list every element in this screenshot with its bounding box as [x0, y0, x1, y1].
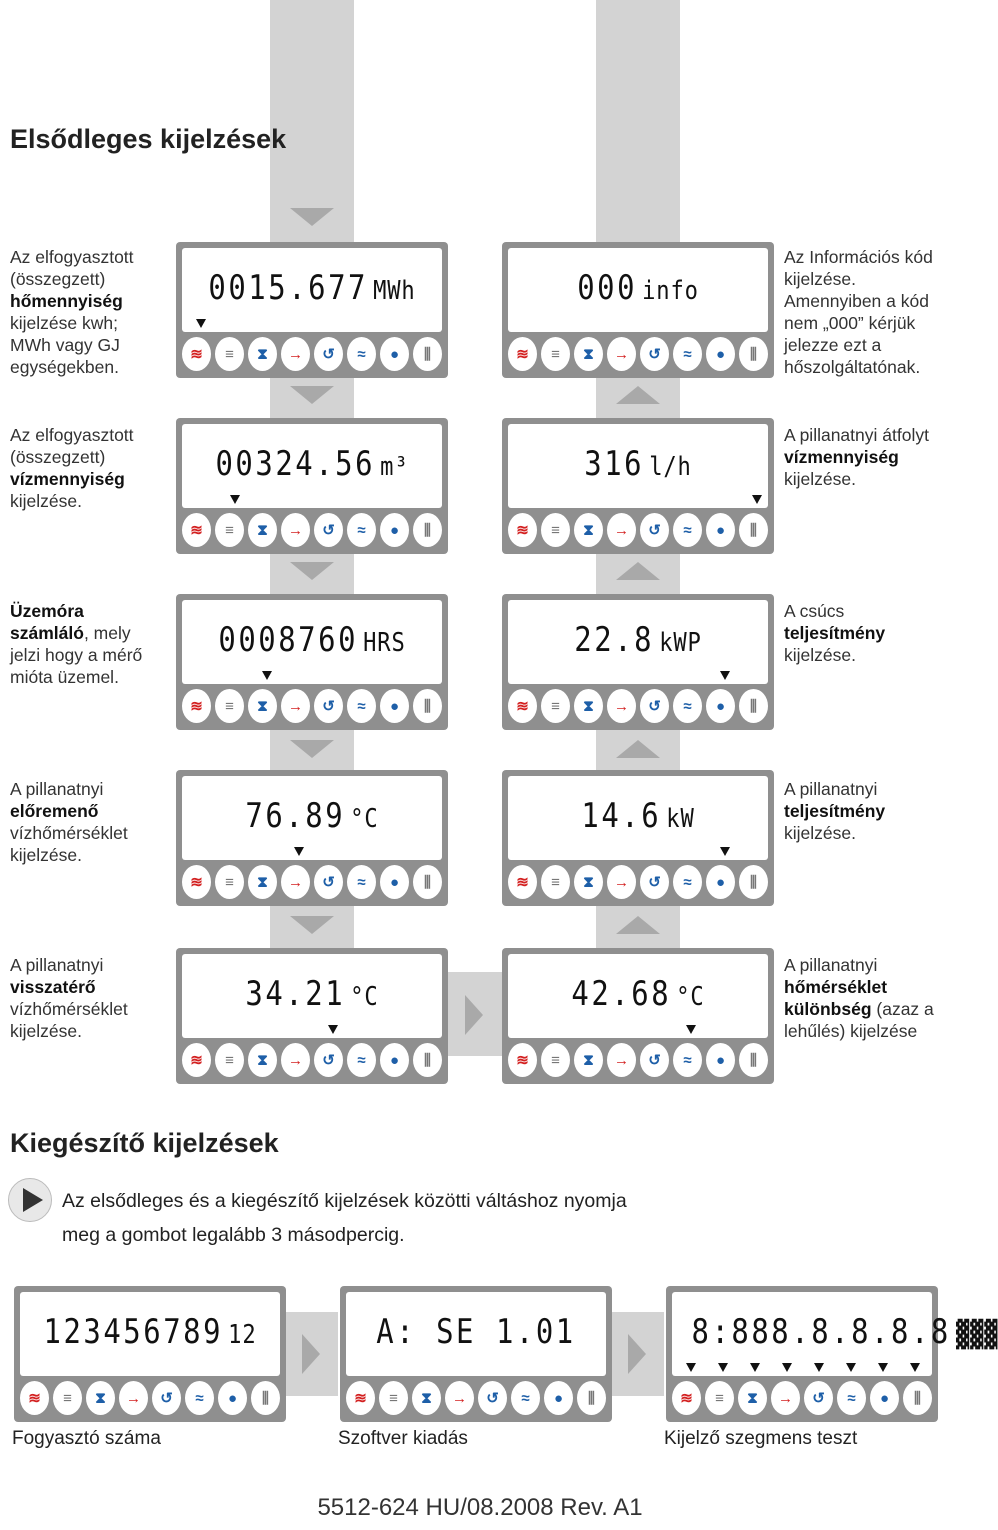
- right-description-5: A pillanatnyi hőmérséklet különbség (azaz a lehűlés) kijelzése: [784, 955, 934, 1041]
- indicator-marker-icon: [720, 847, 730, 856]
- right-description-1: Az Információs kód kijelzése. Amennyiben a kód nem „000” kérjük jelezze ezt a hőszolgáltatónak.: [784, 247, 933, 377]
- radiator-icon: ⫼: [577, 1381, 606, 1415]
- indicator-marker-icon: [294, 847, 304, 856]
- lcd-display: [182, 424, 442, 508]
- function-icon-row: [508, 865, 768, 899]
- indicator-marker-icon: [686, 1025, 696, 1034]
- flow-wave-icon: ≈: [347, 513, 376, 547]
- meter-secondary-3: [666, 1286, 998, 1422]
- hourglass-icon: ⧗: [248, 1043, 277, 1077]
- indicator-marker-icon: [686, 1363, 696, 1372]
- lcd-display: [508, 776, 768, 860]
- up-arrow-icon: [616, 386, 660, 404]
- down-arrow-icon: [290, 208, 334, 226]
- indicator-marker-icon: [750, 1363, 760, 1372]
- heat-flame-icon: ≋: [182, 865, 211, 899]
- heat-exchanger-icon: ≡: [215, 689, 244, 723]
- lcd-digits: [202, 268, 423, 308]
- heat-exchanger-icon: ≡: [215, 865, 244, 899]
- right-arrow-icon: [628, 1334, 646, 1374]
- left-description-1: Az elfogyasztott (összegzett) hőmennyiség kijelzése kwh; MWh vagy GJ egységekben.: [10, 247, 134, 377]
- lcd-digits: [528, 620, 749, 660]
- function-icon-row: [182, 689, 442, 723]
- radiator-icon: ⫼: [739, 513, 768, 547]
- lcd-digits: [528, 974, 749, 1014]
- meter-primary-right-1: [502, 242, 774, 378]
- meter-primary-right-3: [502, 594, 774, 730]
- lcd-digits: [202, 796, 423, 836]
- radiator-icon: ⫼: [739, 1043, 768, 1077]
- arrow-right-icon: →: [607, 513, 636, 547]
- hourglass-icon: ⧗: [574, 689, 603, 723]
- water-drop-icon: ●: [706, 513, 735, 547]
- lcd-value: 316: [584, 444, 645, 484]
- right-description-3: A csúcs teljesítmény kijelzése.: [784, 601, 886, 665]
- water-drop-icon: ●: [706, 337, 735, 371]
- heat-flame-icon: ≋: [672, 1381, 701, 1415]
- heat-exchanger-icon: ≡: [541, 513, 570, 547]
- caption-segment-test: Kijelző szegmens teszt: [664, 1428, 858, 1449]
- indicator-marker-icon: [718, 1363, 728, 1372]
- arrow-right-icon: →: [281, 1043, 310, 1077]
- arrow-right-icon: →: [445, 1381, 474, 1415]
- lcd-digits: [528, 268, 749, 308]
- lcd-unit: °C: [676, 982, 705, 1012]
- hourglass-icon: ⧗: [248, 689, 277, 723]
- indicator-marker-icon: [328, 1025, 338, 1034]
- radiator-icon: ⫼: [251, 1381, 280, 1415]
- lcd-value: 0008760: [218, 620, 359, 660]
- left-description-2: Az elfogyasztott (összegzett) vízmennyiség kijelzése.: [10, 425, 134, 511]
- flow-wave-icon: ≈: [673, 689, 702, 723]
- flow-wave-icon: ≈: [673, 865, 702, 899]
- hourglass-icon: ⧗: [86, 1381, 115, 1415]
- water-drop-icon: ●: [380, 865, 409, 899]
- caption-customer-number: Fogyasztó száma: [12, 1428, 161, 1449]
- hourglass-icon: ⧗: [738, 1381, 767, 1415]
- heat-flame-icon: ≋: [182, 337, 211, 371]
- water-drop-icon: ●: [380, 689, 409, 723]
- function-icon-row: [508, 337, 768, 371]
- up-arrow-icon: [616, 562, 660, 580]
- lcd-digits: [202, 444, 423, 484]
- left-description-3: Üzemóra számláló, mely jelzi hogy a mérő mióta üzemel.: [10, 601, 143, 687]
- up-arrow-icon: [616, 740, 660, 758]
- lcd-value: 22.8: [574, 620, 655, 660]
- water-drop-icon: ●: [706, 865, 735, 899]
- lcd-digits: [528, 444, 749, 484]
- arrow-right-icon: →: [771, 1381, 800, 1415]
- heat-exchanger-icon: ≡: [215, 337, 244, 371]
- meter-primary-right-5: [502, 948, 774, 1084]
- heat-exchanger-icon: ≡: [379, 1381, 408, 1415]
- lcd-unit: kWP: [659, 628, 702, 658]
- water-drop-icon: ●: [380, 1043, 409, 1077]
- water-drop-icon: ●: [380, 337, 409, 371]
- heat-exchanger-icon: ≡: [541, 1043, 570, 1077]
- function-icon-row: [508, 689, 768, 723]
- lcd-display: [508, 424, 768, 508]
- heat-exchanger-icon: ≡: [541, 337, 570, 371]
- indicator-marker-icon: [814, 1363, 824, 1372]
- indicator-marker-icon: [752, 495, 762, 504]
- lcd-value: 000: [577, 268, 638, 308]
- return-flow-icon: ↺: [314, 865, 343, 899]
- hourglass-icon: ⧗: [574, 865, 603, 899]
- arrow-right-icon: →: [119, 1381, 148, 1415]
- lcd-display: [20, 1292, 280, 1376]
- lcd-unit: MWh: [373, 276, 416, 306]
- lcd-digits: [202, 620, 423, 660]
- heat-flame-icon: ≋: [508, 1043, 537, 1077]
- flow-wave-icon: ≈: [673, 1043, 702, 1077]
- lcd-value: 8:888.8.8.8.8: [691, 1312, 951, 1352]
- lcd-unit: m³: [380, 452, 409, 482]
- indicator-marker-icon: [910, 1363, 920, 1372]
- heat-flame-icon: ≋: [20, 1381, 49, 1415]
- flow-wave-icon: ≈: [673, 337, 702, 371]
- meter-primary-left-5: [176, 948, 448, 1084]
- heat-exchanger-icon: ≡: [215, 513, 244, 547]
- flow-wave-icon: ≈: [837, 1381, 866, 1415]
- meter-primary-right-4: [502, 770, 774, 906]
- lcd-unit: kW: [666, 804, 695, 834]
- indicator-marker-icon: [230, 495, 240, 504]
- lcd-digits: [528, 796, 749, 836]
- meter-primary-left-2: [176, 418, 448, 554]
- down-arrow-icon: [290, 386, 334, 404]
- water-drop-icon: ●: [706, 689, 735, 723]
- right-description-4: A pillanatnyi teljesítmény kijelzése.: [784, 779, 886, 843]
- lcd-digits: [40, 1312, 261, 1352]
- function-icon-row: [182, 337, 442, 371]
- heat-flame-icon: ≋: [346, 1381, 375, 1415]
- function-icon-row: [672, 1381, 932, 1415]
- function-icon-row: [182, 865, 442, 899]
- meter-primary-left-1: [176, 242, 448, 378]
- lcd-value: A: SE 1.01: [376, 1312, 576, 1352]
- lcd-unit: info: [642, 276, 699, 306]
- heat-exchanger-icon: ≡: [541, 689, 570, 723]
- arrow-right-icon: →: [607, 1043, 636, 1077]
- flow-wave-icon: ≈: [347, 689, 376, 723]
- radiator-icon: ⫼: [739, 337, 768, 371]
- hourglass-icon: ⧗: [574, 337, 603, 371]
- return-flow-icon: ↺: [804, 1381, 833, 1415]
- return-flow-icon: ↺: [314, 1043, 343, 1077]
- indicator-marker-icon: [782, 1363, 792, 1372]
- radiator-icon: ⫼: [413, 513, 442, 547]
- lcd-display: [508, 954, 768, 1038]
- indicator-marker-icon: [196, 319, 206, 328]
- flow-wave-icon: ≈: [511, 1381, 540, 1415]
- heat-flame-icon: ≋: [508, 513, 537, 547]
- down-arrow-icon: [290, 562, 334, 580]
- arrow-right-icon: →: [281, 337, 310, 371]
- left-description-4: A pillanatnyi előremenő vízhőmérséklet kijelzése.: [10, 779, 128, 865]
- meter-primary-left-3: [176, 594, 448, 730]
- left-description-5: A pillanatnyi visszatérő vízhőmérséklet kijelzése.: [10, 955, 128, 1041]
- meter-secondary-2: [340, 1286, 612, 1422]
- heat-exchanger-icon: ≡: [705, 1381, 734, 1415]
- lcd-display: [182, 954, 442, 1038]
- lcd-display: [182, 776, 442, 860]
- lcd-display: [508, 600, 768, 684]
- heat-flame-icon: ≋: [508, 337, 537, 371]
- return-flow-icon: ↺: [640, 865, 669, 899]
- water-drop-icon: ●: [706, 1043, 735, 1077]
- heat-exchanger-icon: ≡: [215, 1043, 244, 1077]
- hourglass-icon: ⧗: [248, 337, 277, 371]
- lcd-digits: [366, 1312, 587, 1352]
- function-icon-row: [20, 1381, 280, 1415]
- return-flow-icon: ↺: [314, 513, 343, 547]
- lcd-value: 00324.56: [215, 444, 376, 484]
- right-arrow-icon: [465, 995, 483, 1035]
- return-flow-icon: ↺: [640, 337, 669, 371]
- flow-wave-icon: ≈: [347, 1043, 376, 1077]
- function-icon-row: [182, 1043, 442, 1077]
- lcd-digits: [691, 1312, 998, 1352]
- lcd-value: 0015.677: [208, 268, 369, 308]
- flow-wave-icon: ≈: [347, 337, 376, 371]
- lcd-unit: °C: [350, 982, 379, 1012]
- return-flow-icon: ↺: [478, 1381, 507, 1415]
- secondary-section-title: Kiegészítő kijelzések: [10, 1128, 279, 1158]
- return-flow-icon: ↺: [640, 1043, 669, 1077]
- flow-wave-icon: ≈: [185, 1381, 214, 1415]
- meter-primary-left-4: [176, 770, 448, 906]
- lcd-unit: HRS: [363, 628, 406, 658]
- document-footer: 5512-624 HU/08.2008 Rev. A1: [317, 1494, 643, 1521]
- lcd-value: 34.21: [245, 974, 346, 1014]
- indicator-marker-icon: [262, 671, 272, 680]
- flow-wave-icon: ≈: [673, 513, 702, 547]
- return-flow-icon: ↺: [640, 689, 669, 723]
- heat-flame-icon: ≋: [182, 513, 211, 547]
- arrow-right-icon: →: [607, 865, 636, 899]
- instruction-text: Az elsődleges és a kiegészítő kijelzések közötti váltáshoz nyomja meg a gombot legalább 3 másodpercig.: [62, 1190, 627, 1246]
- water-drop-icon: ●: [218, 1381, 247, 1415]
- primary-section-title: Elsődleges kijelzések: [10, 124, 287, 154]
- lcd-display: [182, 600, 442, 684]
- play-icon: [23, 1188, 43, 1212]
- hourglass-icon: ⧗: [574, 1043, 603, 1077]
- hourglass-icon: ⧗: [248, 865, 277, 899]
- return-flow-icon: ↺: [152, 1381, 181, 1415]
- heat-exchanger-icon: ≡: [541, 865, 570, 899]
- heat-flame-icon: ≋: [508, 689, 537, 723]
- return-flow-icon: ↺: [640, 513, 669, 547]
- arrow-right-icon: →: [281, 865, 310, 899]
- lcd-display: [672, 1292, 998, 1376]
- heat-exchanger-icon: ≡: [53, 1381, 82, 1415]
- lcd-unit: ▓▓▓: [955, 1320, 998, 1350]
- hourglass-icon: ⧗: [248, 513, 277, 547]
- indicator-marker-icon: [720, 671, 730, 680]
- lcd-unit: 12: [228, 1320, 257, 1350]
- water-drop-icon: ●: [380, 513, 409, 547]
- arrow-right-icon: →: [607, 337, 636, 371]
- lcd-unit: °C: [350, 804, 379, 834]
- lcd-display: [346, 1292, 606, 1376]
- heat-flame-icon: ≋: [182, 689, 211, 723]
- return-flow-icon: ↺: [314, 689, 343, 723]
- hourglass-icon: ⧗: [412, 1381, 441, 1415]
- radiator-icon: ⫼: [903, 1381, 932, 1415]
- lcd-unit: l/h: [649, 452, 692, 482]
- function-icon-row: [508, 513, 768, 547]
- right-arrow-icon: [302, 1334, 320, 1374]
- lcd-value: 76.89: [245, 796, 346, 836]
- lcd-value: 14.6: [581, 796, 662, 836]
- water-drop-icon: ●: [544, 1381, 573, 1415]
- lcd-display: [508, 248, 768, 332]
- heat-flame-icon: ≋: [182, 1043, 211, 1077]
- radiator-icon: ⫼: [413, 689, 442, 723]
- flow-wave-icon: ≈: [347, 865, 376, 899]
- right-description-2: A pillanatnyi átfolyt vízmennyiség kijelzése.: [784, 425, 929, 489]
- function-icon-row: [508, 1043, 768, 1077]
- lcd-value: 42.68: [571, 974, 672, 1014]
- down-arrow-icon: [290, 740, 334, 758]
- radiator-icon: ⫼: [739, 689, 768, 723]
- lcd-value: 123456789: [43, 1312, 224, 1352]
- radiator-icon: ⫼: [413, 1043, 442, 1077]
- meter-primary-right-2: [502, 418, 774, 554]
- water-drop-icon: ●: [870, 1381, 899, 1415]
- arrow-right-icon: →: [281, 513, 310, 547]
- up-arrow-icon: [616, 916, 660, 934]
- down-arrow-icon: [290, 916, 334, 934]
- caption-software-version: Szoftver kiadás: [338, 1428, 468, 1449]
- radiator-icon: ⫼: [413, 337, 442, 371]
- radiator-icon: ⫼: [739, 865, 768, 899]
- meter-secondary-1: [14, 1286, 286, 1422]
- arrow-right-icon: →: [281, 689, 310, 723]
- radiator-icon: ⫼: [413, 865, 442, 899]
- indicator-marker-icon: [846, 1363, 856, 1372]
- lcd-display: [182, 248, 442, 332]
- hourglass-icon: ⧗: [574, 513, 603, 547]
- lcd-digits: [202, 974, 423, 1014]
- function-icon-row: [346, 1381, 606, 1415]
- function-icon-row: [182, 513, 442, 547]
- arrow-right-icon: →: [607, 689, 636, 723]
- indicator-marker-icon: [878, 1363, 888, 1372]
- button-icon: [8, 1178, 52, 1222]
- return-flow-icon: ↺: [314, 337, 343, 371]
- heat-flame-icon: ≋: [508, 865, 537, 899]
